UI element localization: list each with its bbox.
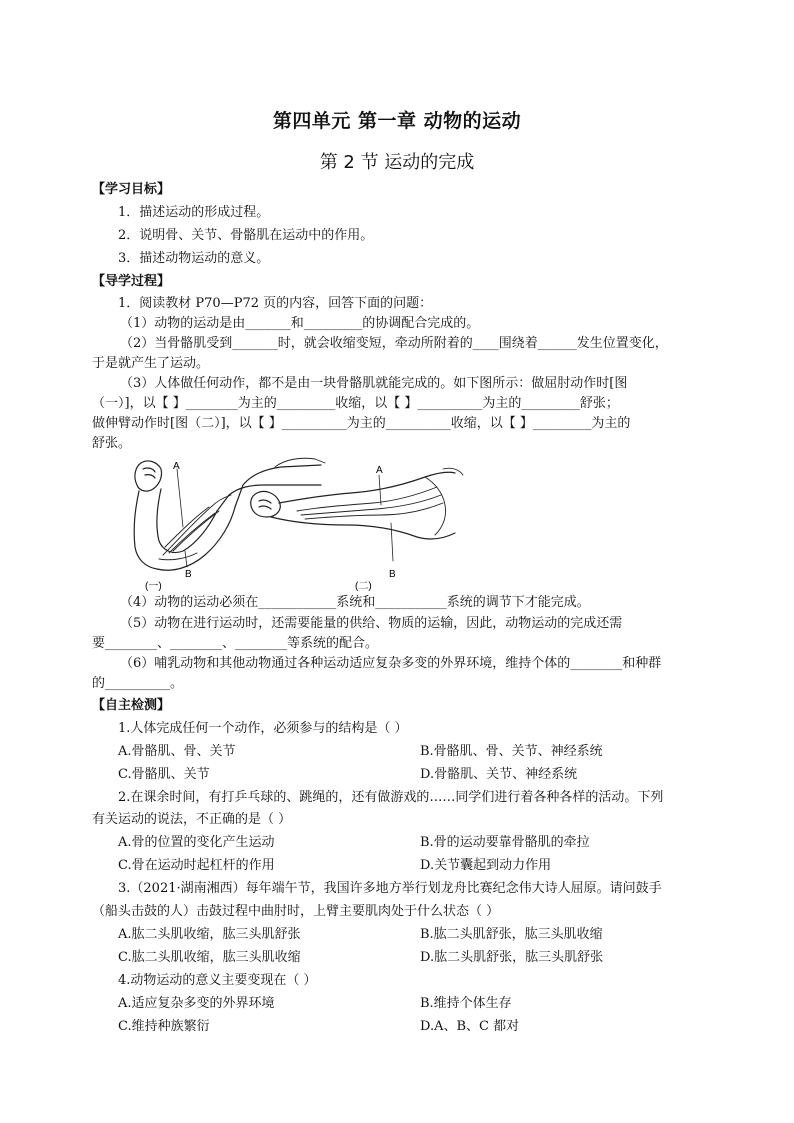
quiz-option: B.骨的运动要靠骨骼肌的牵拉 — [420, 835, 590, 850]
quiz-question: 1.人体完成任何一个动作，必须参与的结构是（ ） — [118, 721, 408, 736]
guide-question: （1）动物的运动是由_______和_________的协调配合完成的。 — [120, 316, 480, 331]
caption-fig2: (二) — [355, 581, 372, 592]
guide-question-cont: 于是就产生了运动。 — [92, 356, 210, 371]
guide-question-cont: 要________、________、________等系统的配合。 — [92, 636, 379, 651]
quiz-option: B.肱二头肌舒张，肱三头肌收缩 — [420, 927, 603, 942]
quiz-option: C.维持种族繁衍 — [118, 1019, 210, 1034]
quiz-question-cont: 有关运动的说法，不正确的是（ ） — [92, 812, 292, 827]
goals-heading: 【学习目标】 — [92, 182, 171, 197]
quiz-option: A.骨的位置的变化产生运动 — [118, 835, 275, 850]
quiz-question: 4.动物运动的意义主要变现在（ ） — [118, 973, 317, 988]
page-title: 第四单元 第一章 动物的运动 — [272, 110, 522, 132]
guide-question: （5）动物在进行运动时，还需要能量的供给、物质的运输，因此，动物运动的完成还需 — [120, 616, 623, 631]
label-a-fig1: A — [173, 461, 180, 472]
quiz-option: A.骨骼肌、骨、关节 — [118, 744, 236, 759]
label-a-fig2: A — [376, 465, 383, 476]
quiz-question: 3.（2021·湖南湘西）每年端午节，我国许多地方举行划龙舟比赛纪念伟大诗人屈原。请问鼓手 — [118, 881, 662, 896]
quiz-option: C.骨骼肌、关节 — [118, 767, 210, 782]
section-subtitle: 第 2 节 运动的完成 — [319, 152, 475, 173]
extended-arm-illustration — [251, 468, 463, 561]
guide-heading: 【导学过程】 — [92, 274, 171, 289]
quiz-option: B.维持个体生存 — [420, 996, 512, 1011]
quiz-option: A.适应复杂多变的外界环境 — [118, 996, 275, 1011]
goal-item: 3．描述动物运动的意义。 — [118, 251, 270, 266]
quiz-option: B.骨骼肌、骨、关节、神经系统 — [420, 744, 603, 759]
quiz-option: D.A、B、C 都对 — [420, 1019, 520, 1034]
caption-fig1: (一) — [145, 581, 162, 592]
arm-muscle-figure — [125, 455, 465, 593]
quiz-question-cont: （船头击鼓的人）击鼓过程中曲肘时，上臂主要肌肉处于什么状态（ ） — [92, 904, 500, 919]
quiz-option: D.骨骼肌、关节、神经系统 — [420, 767, 578, 782]
guide-question: （3）人体做任何动作，都不是由一块骨骼肌就能完成的。如下图所示：做屈肘动作时[图 — [120, 376, 628, 391]
guide-question: （2）当骨骼肌受到_______时，就会收缩变短，牵动所附着的____围绕着______发生位置变化， — [120, 336, 668, 351]
quiz-option: A.肱二头肌收缩，肱三头肌舒张 — [118, 927, 301, 942]
guide-question: （4）动物的运动必须在____________系统和___________系统的调节下才能完成。 — [120, 595, 590, 610]
goal-item: 2．说明骨、关节、骨骼肌在运动中的作用。 — [118, 228, 374, 243]
guide-question: （6）哺乳动物和其他动物通过各种运动适应复杂多变的外界环境，维持个体的________和种群 — [120, 656, 662, 671]
quiz-option: D.关节囊起到动力作用 — [420, 858, 552, 873]
quiz-option: C.肱二头肌收缩，肱三头肌收缩 — [118, 950, 301, 965]
flexed-arm-illustration — [134, 458, 325, 570]
quiz-option: C.骨在运动时起杠杆的作用 — [118, 858, 275, 873]
goal-item: 1．描述运动的形成过程。 — [118, 205, 270, 220]
label-b-fig1: B — [185, 569, 192, 580]
guide-question-cont: （一）]，以【 】________为主的_________收缩，以【 】__________为主的_________舒张； — [92, 396, 619, 411]
guide-question-cont: 做伸臂动作时[图（二）]，以【 】__________为主的__________收缩，以【 】_________为主的 — [92, 416, 631, 431]
quiz-question: 2.在课余时间，有打乒乓球的、跳绳的，还有做游戏的……同学们进行着各种各样的活动。下列 — [118, 790, 664, 805]
check-heading: 【自主检测】 — [92, 698, 171, 713]
guide-intro: 1．阅读教材 P70—P72 页的内容，回答下面的问题： — [118, 296, 433, 311]
guide-question-cont: 的__________。 — [92, 676, 184, 691]
quiz-option: D.肱二头肌舒张，肱三头肌舒张 — [420, 950, 604, 965]
guide-question-cont: 舒张。 — [92, 436, 132, 451]
label-b-fig2: B — [389, 569, 396, 580]
